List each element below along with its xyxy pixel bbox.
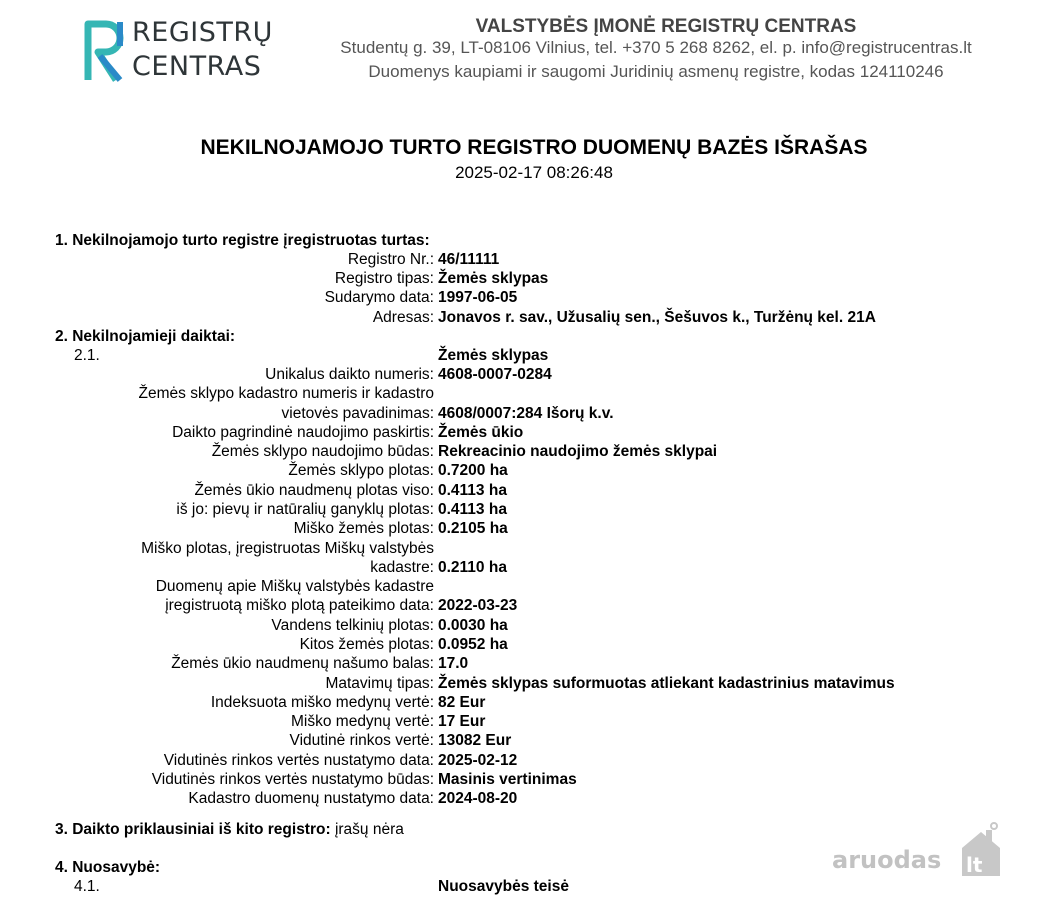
field-value: 2024-08-20	[438, 790, 518, 807]
logo-text-line2: CENTRAS	[132, 51, 262, 82]
item-number: 2.1.	[74, 347, 100, 364]
field-value: 0.0030 ha	[438, 617, 508, 634]
field-label: Registro tipas:	[334, 270, 434, 287]
field-label: Miško žemės plotas:	[293, 520, 434, 537]
field-value: Jonavos r. sav., Užusalių sen., Šešuvos k., Turžėnų kel. 21A	[438, 309, 876, 326]
house-icon	[958, 820, 1004, 880]
field-label: Registro Nr.:	[347, 251, 434, 268]
field-label-cont: įregistruotą miško plotą pateikimo data:	[165, 597, 434, 614]
field-label: Žemės sklypo naudojimo būdas:	[211, 443, 434, 460]
field-label: Žemės ūkio naudmenų plotas viso:	[194, 482, 434, 499]
section-3-note: įrašų nėra	[334, 821, 404, 838]
field-label: Vandens telkinių plotas:	[271, 617, 434, 634]
field-value: 0.4113 ha	[438, 501, 507, 518]
document-datetime: 2025-02-17 08:26:48	[455, 163, 613, 182]
item-title: Žemės sklypas	[438, 347, 549, 364]
field-value: 4608-0007-0284	[438, 366, 552, 383]
field-label: Miško plotas, įregistruotas Miškų valstybės	[141, 540, 434, 557]
field-label: Duomenų apie Miškų valstybės kadastre	[155, 578, 434, 595]
field-label: Kitos žemės plotas:	[299, 636, 434, 653]
field-label-cont: vietovės pavadinimas:	[281, 405, 434, 422]
field-label: Matavimų tipas:	[325, 675, 434, 692]
header-registry-note: Duomenys kaupiami ir saugomi Juridinių asmenų registre, kodas 124110246	[368, 62, 944, 81]
field-value: 0.2110 ha	[438, 559, 507, 576]
field-label: Indeksuota miško medynų vertė:	[210, 694, 434, 711]
field-value: 4608/0007:284 Išorų k.v.	[438, 405, 614, 422]
field-label: Vidutinės rinkos vertės nustatymo būdas:	[151, 771, 434, 788]
field-value: 1997-06-05	[438, 289, 518, 306]
field-label: Vidutinė rinkos vertė:	[289, 732, 434, 749]
document-title: NEKILNOJAMOJO TURTO REGISTRO DUOMENŲ BAZĖS IŠRAŠAS	[200, 136, 868, 159]
field-value: 0.7200 ha	[438, 462, 508, 479]
field-label: iš jo: pievų ir natūralių ganyklų plotas:	[176, 501, 434, 518]
field-value: 82 Eur	[438, 694, 486, 711]
field-label-cont: kadastre:	[370, 559, 434, 576]
field-value: Žemės sklypas suformuotas atliekant kadastrinius matavimus	[438, 675, 895, 692]
field-label: Daikto pagrindinė naudojimo paskirtis:	[172, 424, 434, 441]
field-value: Rekreacinio naudojimo žemės sklypai	[438, 443, 718, 460]
field-label: Žemės sklypo plotas:	[288, 462, 434, 479]
field-value: 0.2105 ha	[438, 520, 508, 537]
field-value: Masinis vertinimas	[438, 771, 577, 788]
field-label: Žemės ūkio naudmenų našumo balas:	[171, 655, 434, 672]
item-number: 4.1.	[74, 878, 100, 895]
section-3-heading	[55, 821, 404, 839]
field-label: Miško medynų vertė:	[291, 713, 434, 730]
section-4-heading: 4. Nuosavybė:	[55, 859, 161, 876]
field-value: Žemės sklypas	[438, 270, 549, 287]
field-value: 0.4113 ha	[438, 482, 507, 499]
field-label: Adresas:	[372, 309, 434, 326]
field-value: 2025-02-12	[438, 752, 518, 769]
logo-mark-icon	[80, 16, 130, 86]
field-value: 0.0952 ha	[438, 636, 508, 653]
field-label: Žemės sklypo kadastro numeris ir kadastro	[138, 385, 434, 402]
header-address: Studentų g. 39, LT-08106 Vilnius, tel. +370 5 268 8262, el. p. info@registrucentras.lt	[340, 38, 972, 57]
header-org-name: VALSTYBĖS ĮMONĖ REGISTRŲ CENTRAS	[475, 16, 857, 37]
field-value: 17 Eur	[438, 713, 486, 730]
registru-centras-logo	[80, 16, 280, 86]
section-3-title: 3. Daikto priklausiniai iš kito registro:	[55, 821, 331, 838]
field-value: Žemės ūkio	[438, 424, 524, 441]
field-value: 17.0	[438, 655, 469, 672]
logo-text-line1: REGISTRŲ	[132, 17, 273, 48]
item-title: Nuosavybės teisė	[438, 878, 569, 895]
aruodas-watermark	[830, 820, 1010, 880]
field-label: Kadastro duomenų nustatymo data:	[188, 790, 434, 807]
field-value: 2022-03-23	[438, 597, 518, 614]
field-label: Vidutinės rinkos vertės nustatymo data:	[163, 752, 434, 769]
watermark-suffix: lt	[966, 853, 983, 877]
field-label: Sudarymo data:	[324, 289, 434, 306]
section-2-heading: 2. Nekilnojamieji daiktai:	[55, 328, 236, 345]
watermark-text: aruodas	[832, 846, 942, 874]
field-label: Unikalus daikto numeris:	[265, 366, 434, 383]
field-value: 46/11111	[438, 251, 500, 268]
field-value: 13082 Eur	[438, 732, 512, 749]
section-1-heading: 1. Nekilnojamojo turto registre įregistruotas turtas:	[55, 232, 430, 249]
